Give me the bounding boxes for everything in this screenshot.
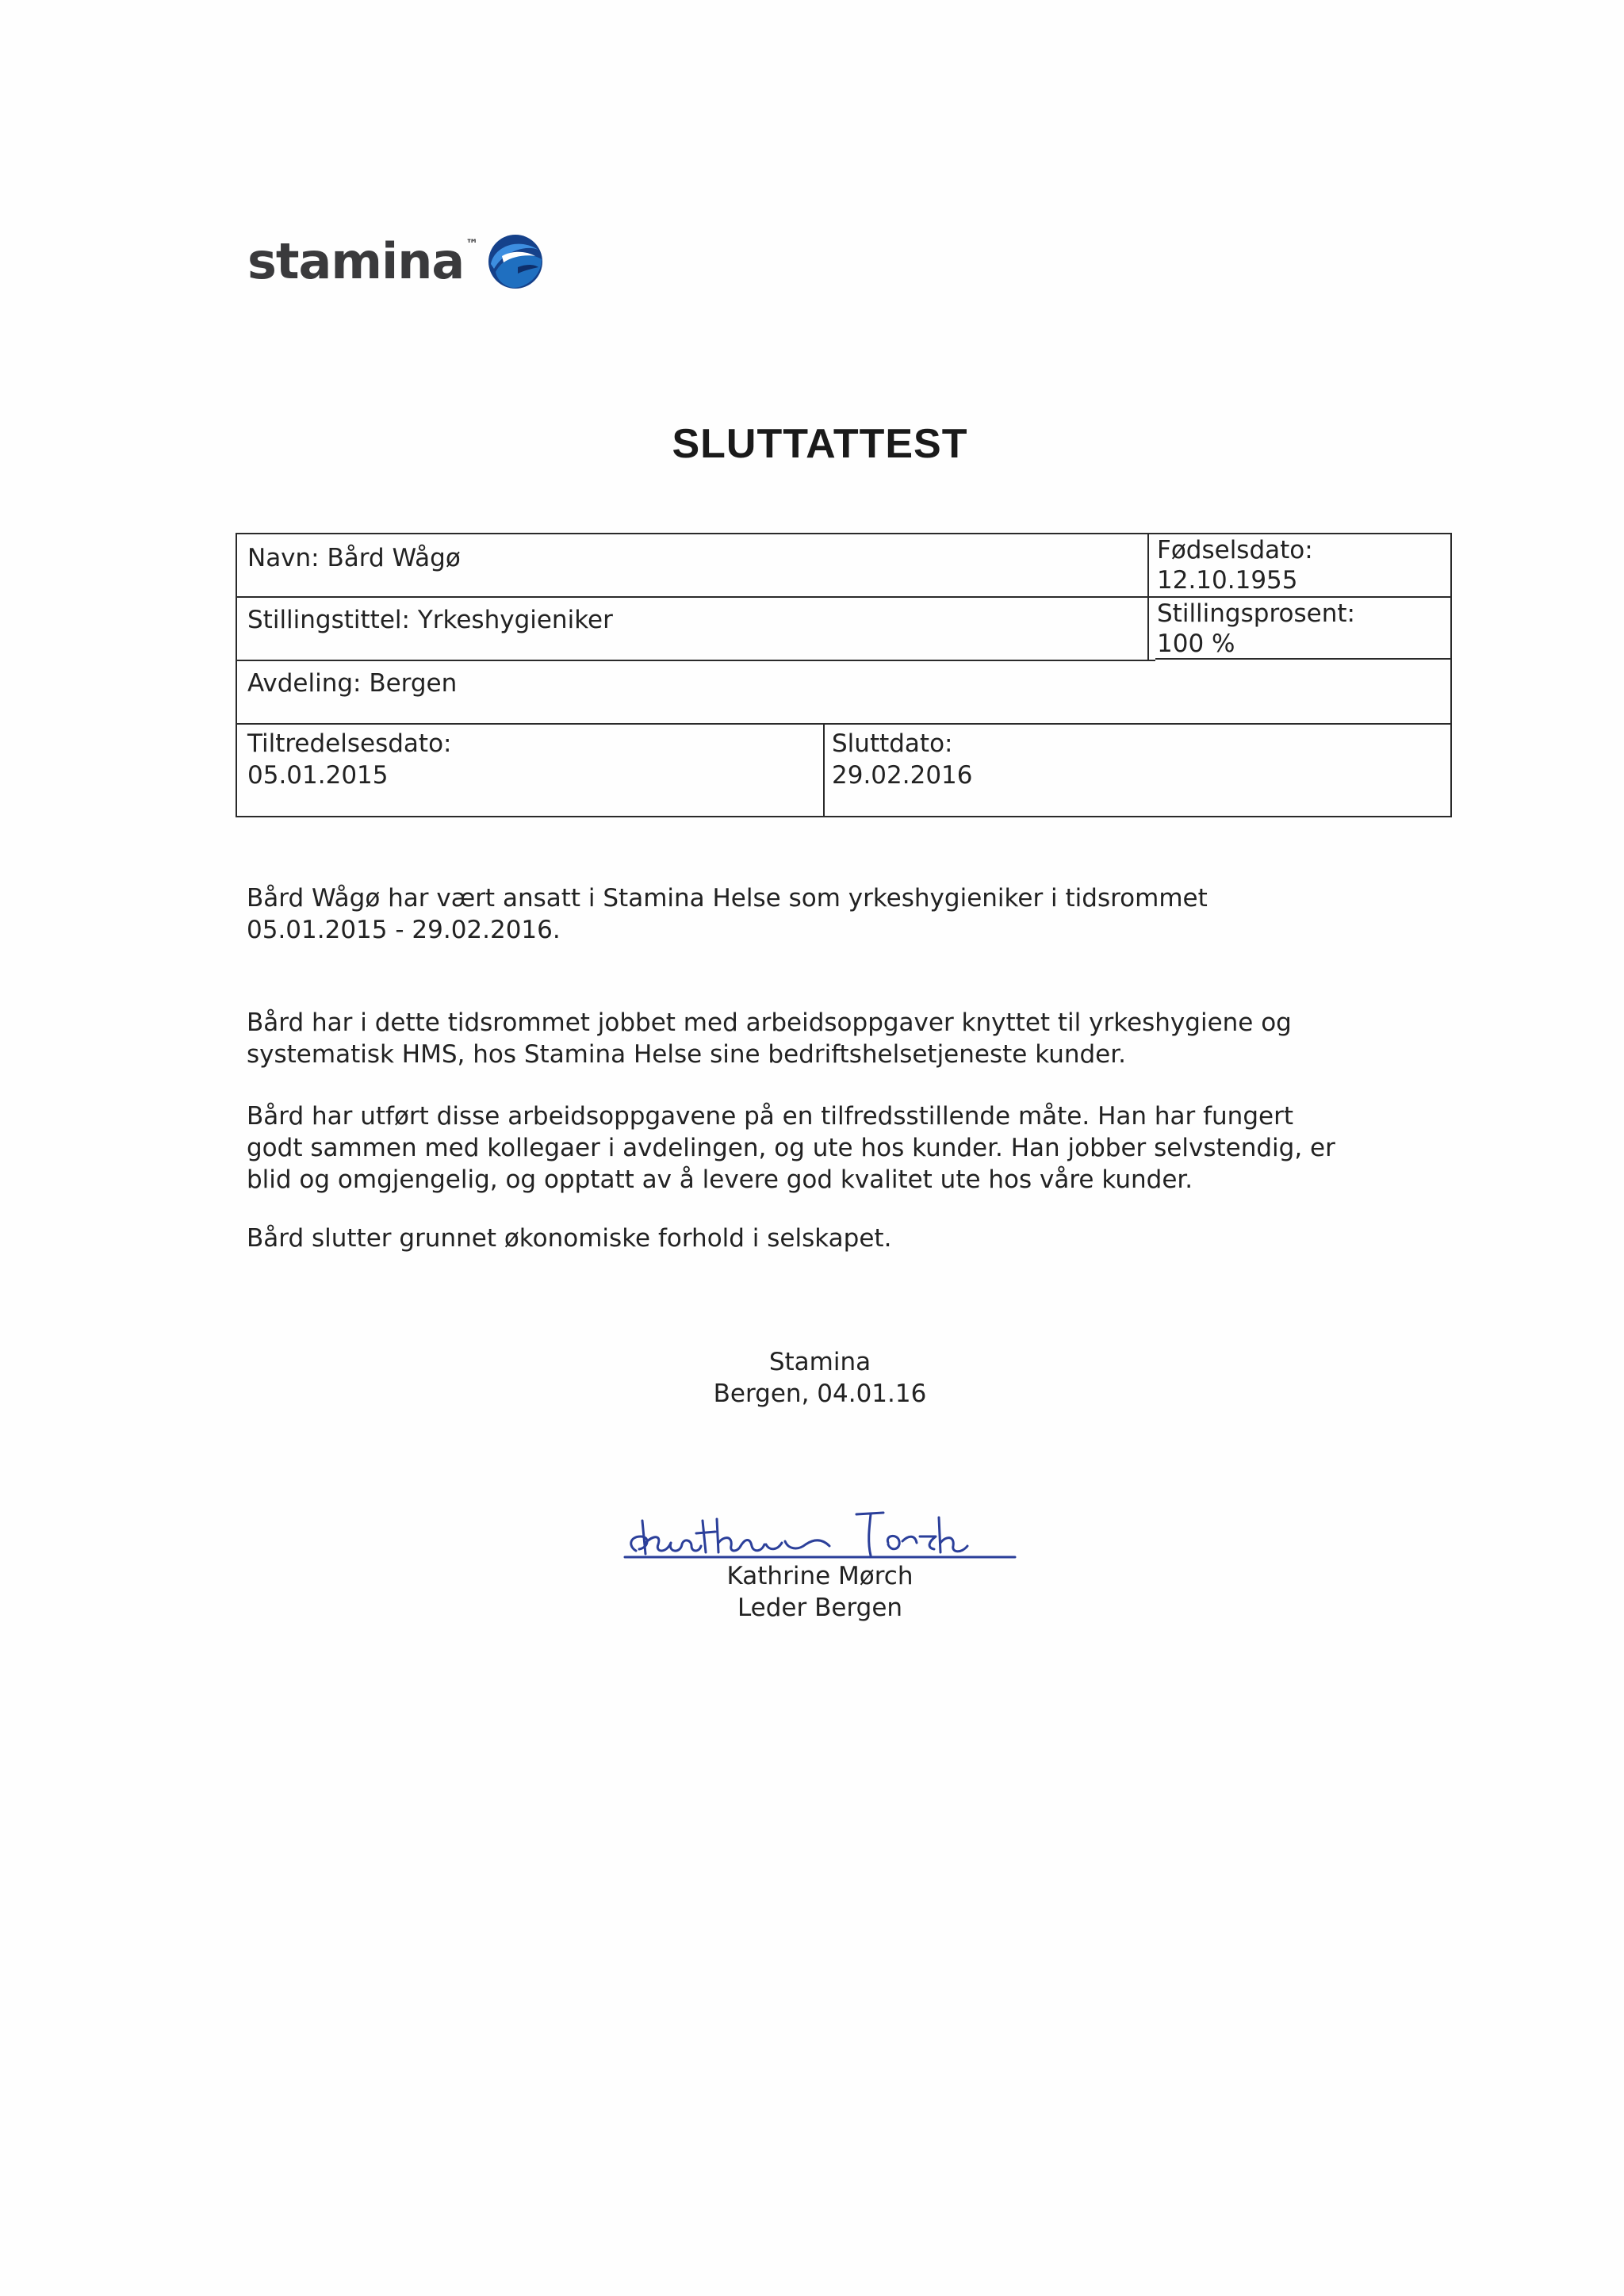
field-stillingsprosent-label: Stillingsprosent: [1157,599,1355,628]
table-divider [1147,534,1149,661]
signatory-block [0,1560,1624,1624]
logo-trademark: ™ [465,236,479,251]
field-tiltredelsesdato-label: Tiltredelsesdato: [247,729,452,758]
closing-block [0,1346,1624,1410]
paragraph-line: Bård har utført disse arbeidsoppgavene på en tilfredsstillende måte. Han har fungert [247,1102,1293,1131]
paragraph-duties [247,1007,1484,1070]
field-fodselsdato-label: Fødselsdato: [1157,536,1313,564]
paragraph-reason [247,1223,1484,1254]
stamina-globe-icon [486,232,545,291]
signatory-name: Kathrine Mørch [726,1562,914,1590]
field-tiltredelsesdato-value: 05.01.2015 [247,761,389,790]
table-divider [823,723,825,817]
paragraph-employment [247,882,1484,946]
field-stillingsprosent-value: 100 % [1157,629,1235,658]
logo-wordmark: stamina [247,232,465,290]
stamina-logo [247,230,545,293]
paragraph-evaluation [247,1100,1484,1196]
employee-info-table [236,533,1452,817]
closing-place-date: Bergen, 04.01.16 [713,1380,927,1408]
paragraph-line: Bård Wågø har vært ansatt i Stamina Helse som yrkeshygieniker i tidsrommet [247,884,1208,913]
document-title: SLUTTATTEST [672,421,968,467]
paragraph-line: godt sammen med kollegaer i avdelingen, og ute hos kunder. Han jobber selvstendig, er [247,1134,1335,1162]
table-divider [237,723,1452,725]
signatory-title: Leder Bergen [737,1594,903,1622]
field-navn: Navn: Bård Wågø [247,544,461,572]
paragraph-line: Bård har i dette tidsrommet jobbet med arbeidsoppgaver knyttet til yrkeshygiene og [247,1008,1292,1037]
paragraph-line: Bård slutter grunnet økonomiske forhold i selskapet. [247,1224,892,1253]
field-sluttdato-label: Sluttdato: [832,729,953,758]
table-divider [237,660,1155,661]
field-avdeling: Avdeling: Bergen [247,669,458,698]
paragraph-line: 05.01.2015 - 29.02.2016. [247,916,561,944]
field-sluttdato-value: 29.02.2016 [832,761,973,790]
field-stillingstittel: Stillingstittel: Yrkeshygieniker [247,606,613,634]
paragraph-line: systematisk HMS, hos Stamina Helse sine bedriftshelsetjeneste kunder. [247,1040,1127,1069]
closing-company: Stamina [768,1348,871,1376]
paragraph-line: blid og omgjengelig, og opptatt av å levere god kvalitet ute hos våre kunder. [247,1165,1193,1194]
field-fodselsdato-value: 12.10.1955 [1157,566,1298,595]
